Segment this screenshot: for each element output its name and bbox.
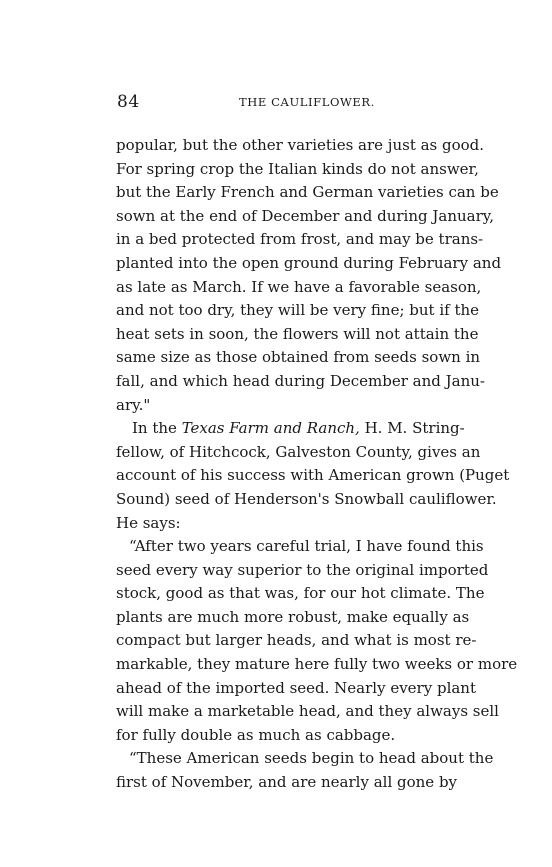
text-run: In the <box>132 419 182 438</box>
text-line: account of his success with American grown (Puget <box>116 466 510 485</box>
text-line: but the Early French and German varieties can be <box>116 183 499 202</box>
text-line: stock, good as that was, for our hot climate. The <box>116 584 485 603</box>
text-line: Sound) seed of Henderson's Snowball cauliflower. <box>116 489 497 508</box>
text-line: For spring crop the Italian kinds do not answer, <box>116 159 479 178</box>
text-line: same size as those obtained from seeds sown in <box>116 348 481 367</box>
text-line: first of November, and are nearly all gone by <box>116 773 458 792</box>
text-line: markable, they mature here fully two weeks or more <box>116 655 518 674</box>
text-line: sown at the end of December and during January, <box>116 206 495 225</box>
text-line: heat sets in soon, the flowers will not attain the <box>116 324 479 343</box>
text-line: popular, but the other varieties are just as good. <box>116 136 485 154</box>
text-line: planted into the open ground during February and <box>116 253 502 272</box>
page-number: 84 <box>117 92 140 112</box>
text-line: ary." <box>116 395 151 414</box>
running-head: THE CAULIFLOWER. <box>239 95 375 109</box>
text-line: “After two years careful trial, I have found this <box>129 537 484 556</box>
periodical-title: Texas Farm and Ranch, <box>181 419 360 438</box>
text-line: fellow, of Hitchcock, Galveston County, gives an <box>116 442 481 461</box>
text-line: fall, and which head during December and Janu- <box>116 371 485 390</box>
text-run: H. M. String- <box>359 419 465 438</box>
body-text <box>116 134 518 795</box>
page-header <box>117 92 447 114</box>
text-line: plants are much more robust, make equally as <box>116 607 470 626</box>
text-line: in a bed protected from frost, and may be trans- <box>116 230 484 249</box>
text-line: compact but larger heads, and what is most re- <box>116 631 477 650</box>
text-line: ahead of the imported seed. Nearly every plant <box>116 678 476 697</box>
text-line <box>116 417 465 441</box>
text-line: “These American seeds begin to head about the <box>129 749 494 768</box>
text-line: as late as March. If we have a favorable season, <box>116 277 482 296</box>
text-line: for fully double as much as cabbage. <box>116 725 396 744</box>
text-line: seed every way superior to the original imported <box>116 560 489 579</box>
text-line: will make a marketable head, and they always sell <box>116 702 499 721</box>
text-line: He says: <box>116 513 181 532</box>
text-line: and not too dry, they will be very fine; but if the <box>116 301 480 320</box>
